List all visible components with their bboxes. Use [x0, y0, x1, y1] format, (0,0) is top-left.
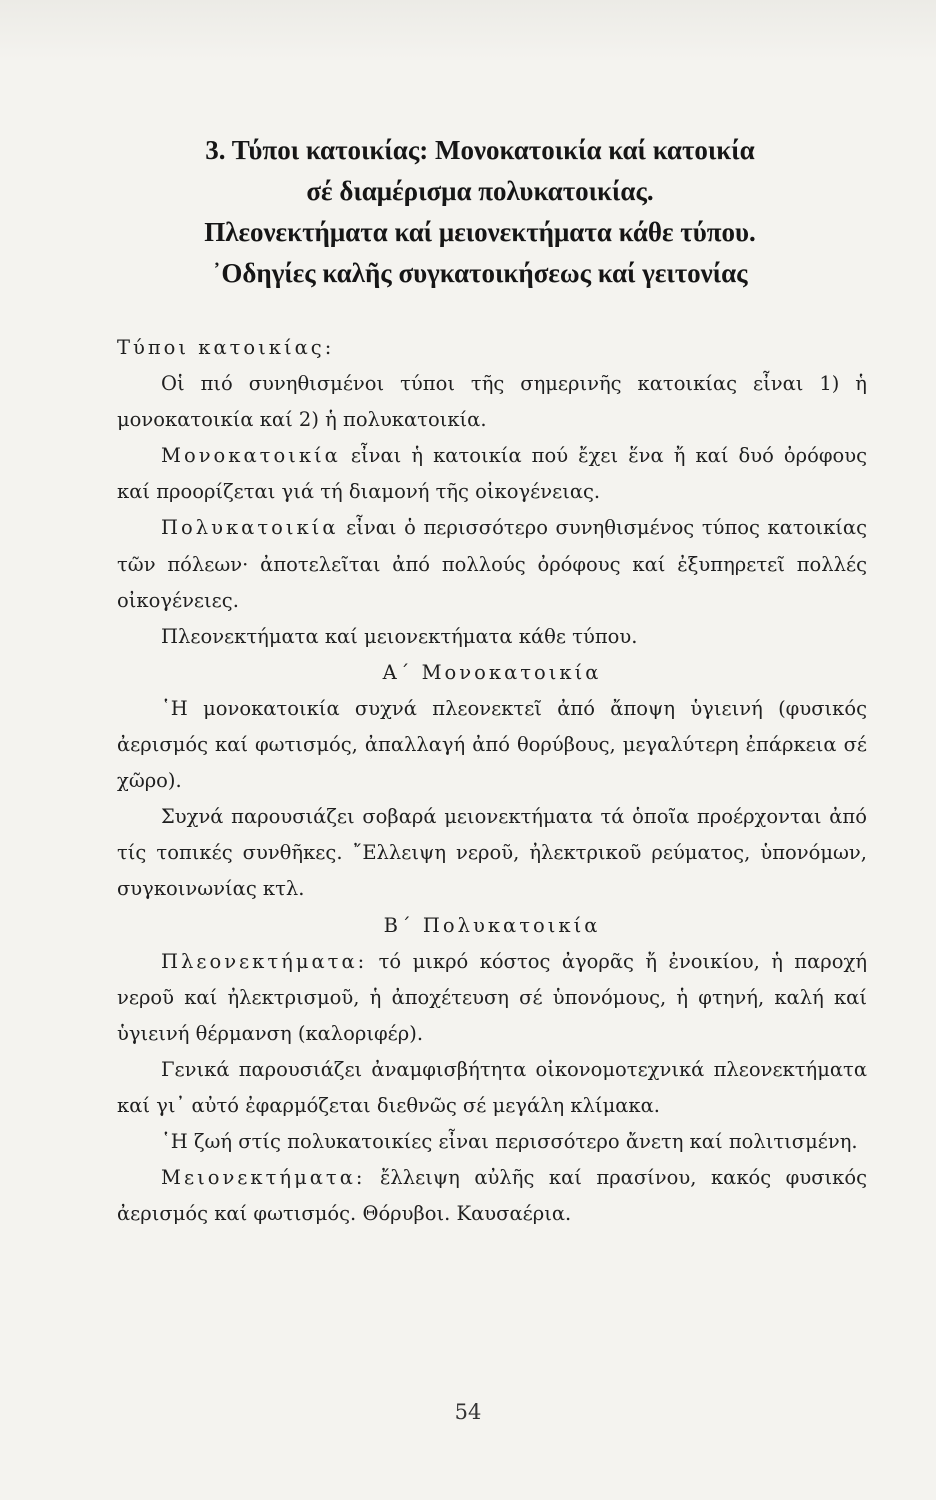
paragraph: ῾Η ζωή στίς πολυκατοικίες εἶναι περισσότερο ἄνετη καί πολιτισμένη. — [161, 1130, 858, 1154]
section-title — [110, 130, 850, 294]
title-line: σέ διαμέρισμα πολυκατοικίας. — [306, 176, 654, 206]
subsection-heading-a: Α΄ Μονοκατοικία — [382, 660, 602, 684]
title-line: ᾿Οδηγίες καλῆς συγκατοικήσεως καί γειτονίας — [212, 258, 748, 288]
paragraph: Συχνά παρουσιάζει σοβαρά μειονεκτήματα τά ὁποῖα προέρχονται ἀπό τίς τοπικές συνθῆκες. ῎Ελλειψη νεροῦ, ἠλεκτρικοῦ ρεύματος, ὑπονόμων, συγκοινωνίας κτλ. — [117, 805, 867, 901]
title-line: Πλεονεκτήματα καί μειονεκτήματα κάθε τύπου. — [204, 217, 756, 247]
paragraph: Πολυκατοικία εἶναι ὁ περισσότερο συνηθισμένος τύπος κατοικίας τῶν πόλεων· ἀποτελεῖται ἀπό πολλούς ὀρόφους καί ἐξυπηρετεῖ πολλές οἰκογένειες. — [117, 516, 867, 612]
subsection-heading-b: Β΄ Πολυκατοικία — [383, 913, 601, 937]
paragraph: Μειονεκτήματα: ἔλλειψη αὐλῆς καί πρασίνου, κακός φυσικός ἀερισμός καί φωτισμός. Θόρυβοι. Καυσαέρια. — [117, 1166, 867, 1226]
term: Πολυκατοικία — [161, 516, 339, 540]
term: Μονοκατοικία — [161, 444, 341, 468]
paragraph: Οἱ πιό συνηθισμένοι τύποι τῆς σημερινῆς κατοικίας εἶναι 1) ἡ μονοκατοικία καί 2) ἡ πολυκατοικία. — [117, 372, 867, 432]
paragraph: Πλεονεκτήματα: τό μικρό κόστος ἀγορᾶς ἤ ἐνοικίου, ἡ παροχή νεροῦ καί ἠλεκτρισμοῦ, ἡ ἀποχέτευση σέ ὑπονόμους, ἡ φτηνή, καλή καί ὑγιεινή θέρμανση (καλοριφέρ). — [117, 949, 867, 1045]
paragraph: Πλεονεκτήματα καί μειονεκτήματα κάθε τύπου. — [161, 624, 638, 648]
title-line: 3. Τύποι κατοικίας: Μονοκατοικία καί κατοικία — [205, 135, 755, 165]
page-number: 54 — [454, 1400, 482, 1424]
term: Πλεονεκτήματα: — [161, 949, 368, 973]
types-heading: Τύποι κατοικίας: — [117, 336, 335, 359]
page-top-shadow — [0, 0, 936, 60]
body-text — [117, 330, 867, 1232]
paragraph: ῾Η μονοκατοικία συχνά πλεονεκτεῖ ἀπό ἄποψη ὑγιεινή (φυσικός ἀερισμός καί φωτισμός, ἀπαλλαγή ἀπό θορύβους, μεγαλύτερη ἐπάρκεια σέ χῶρο). — [117, 696, 867, 793]
term: Μειονεκτήματα: — [161, 1166, 366, 1190]
paragraph: Γενικά παρουσιάζει ἀναμφισβήτητα οἰκονομοτεχνικά πλεονεκτήματα καί γι᾿ αὐτό ἐφαρμόζεται διεθνῶς σέ μεγάλη κλίμακα. — [117, 1057, 867, 1117]
paragraph: Μονοκατοικία εἶναι ἡ κατοικία πού ἔχει ἕνα ἤ καί δυό ὀρόφους καί προορίζεται γιά τή διαμονή τῆς οἰκογένειας. — [117, 444, 867, 504]
